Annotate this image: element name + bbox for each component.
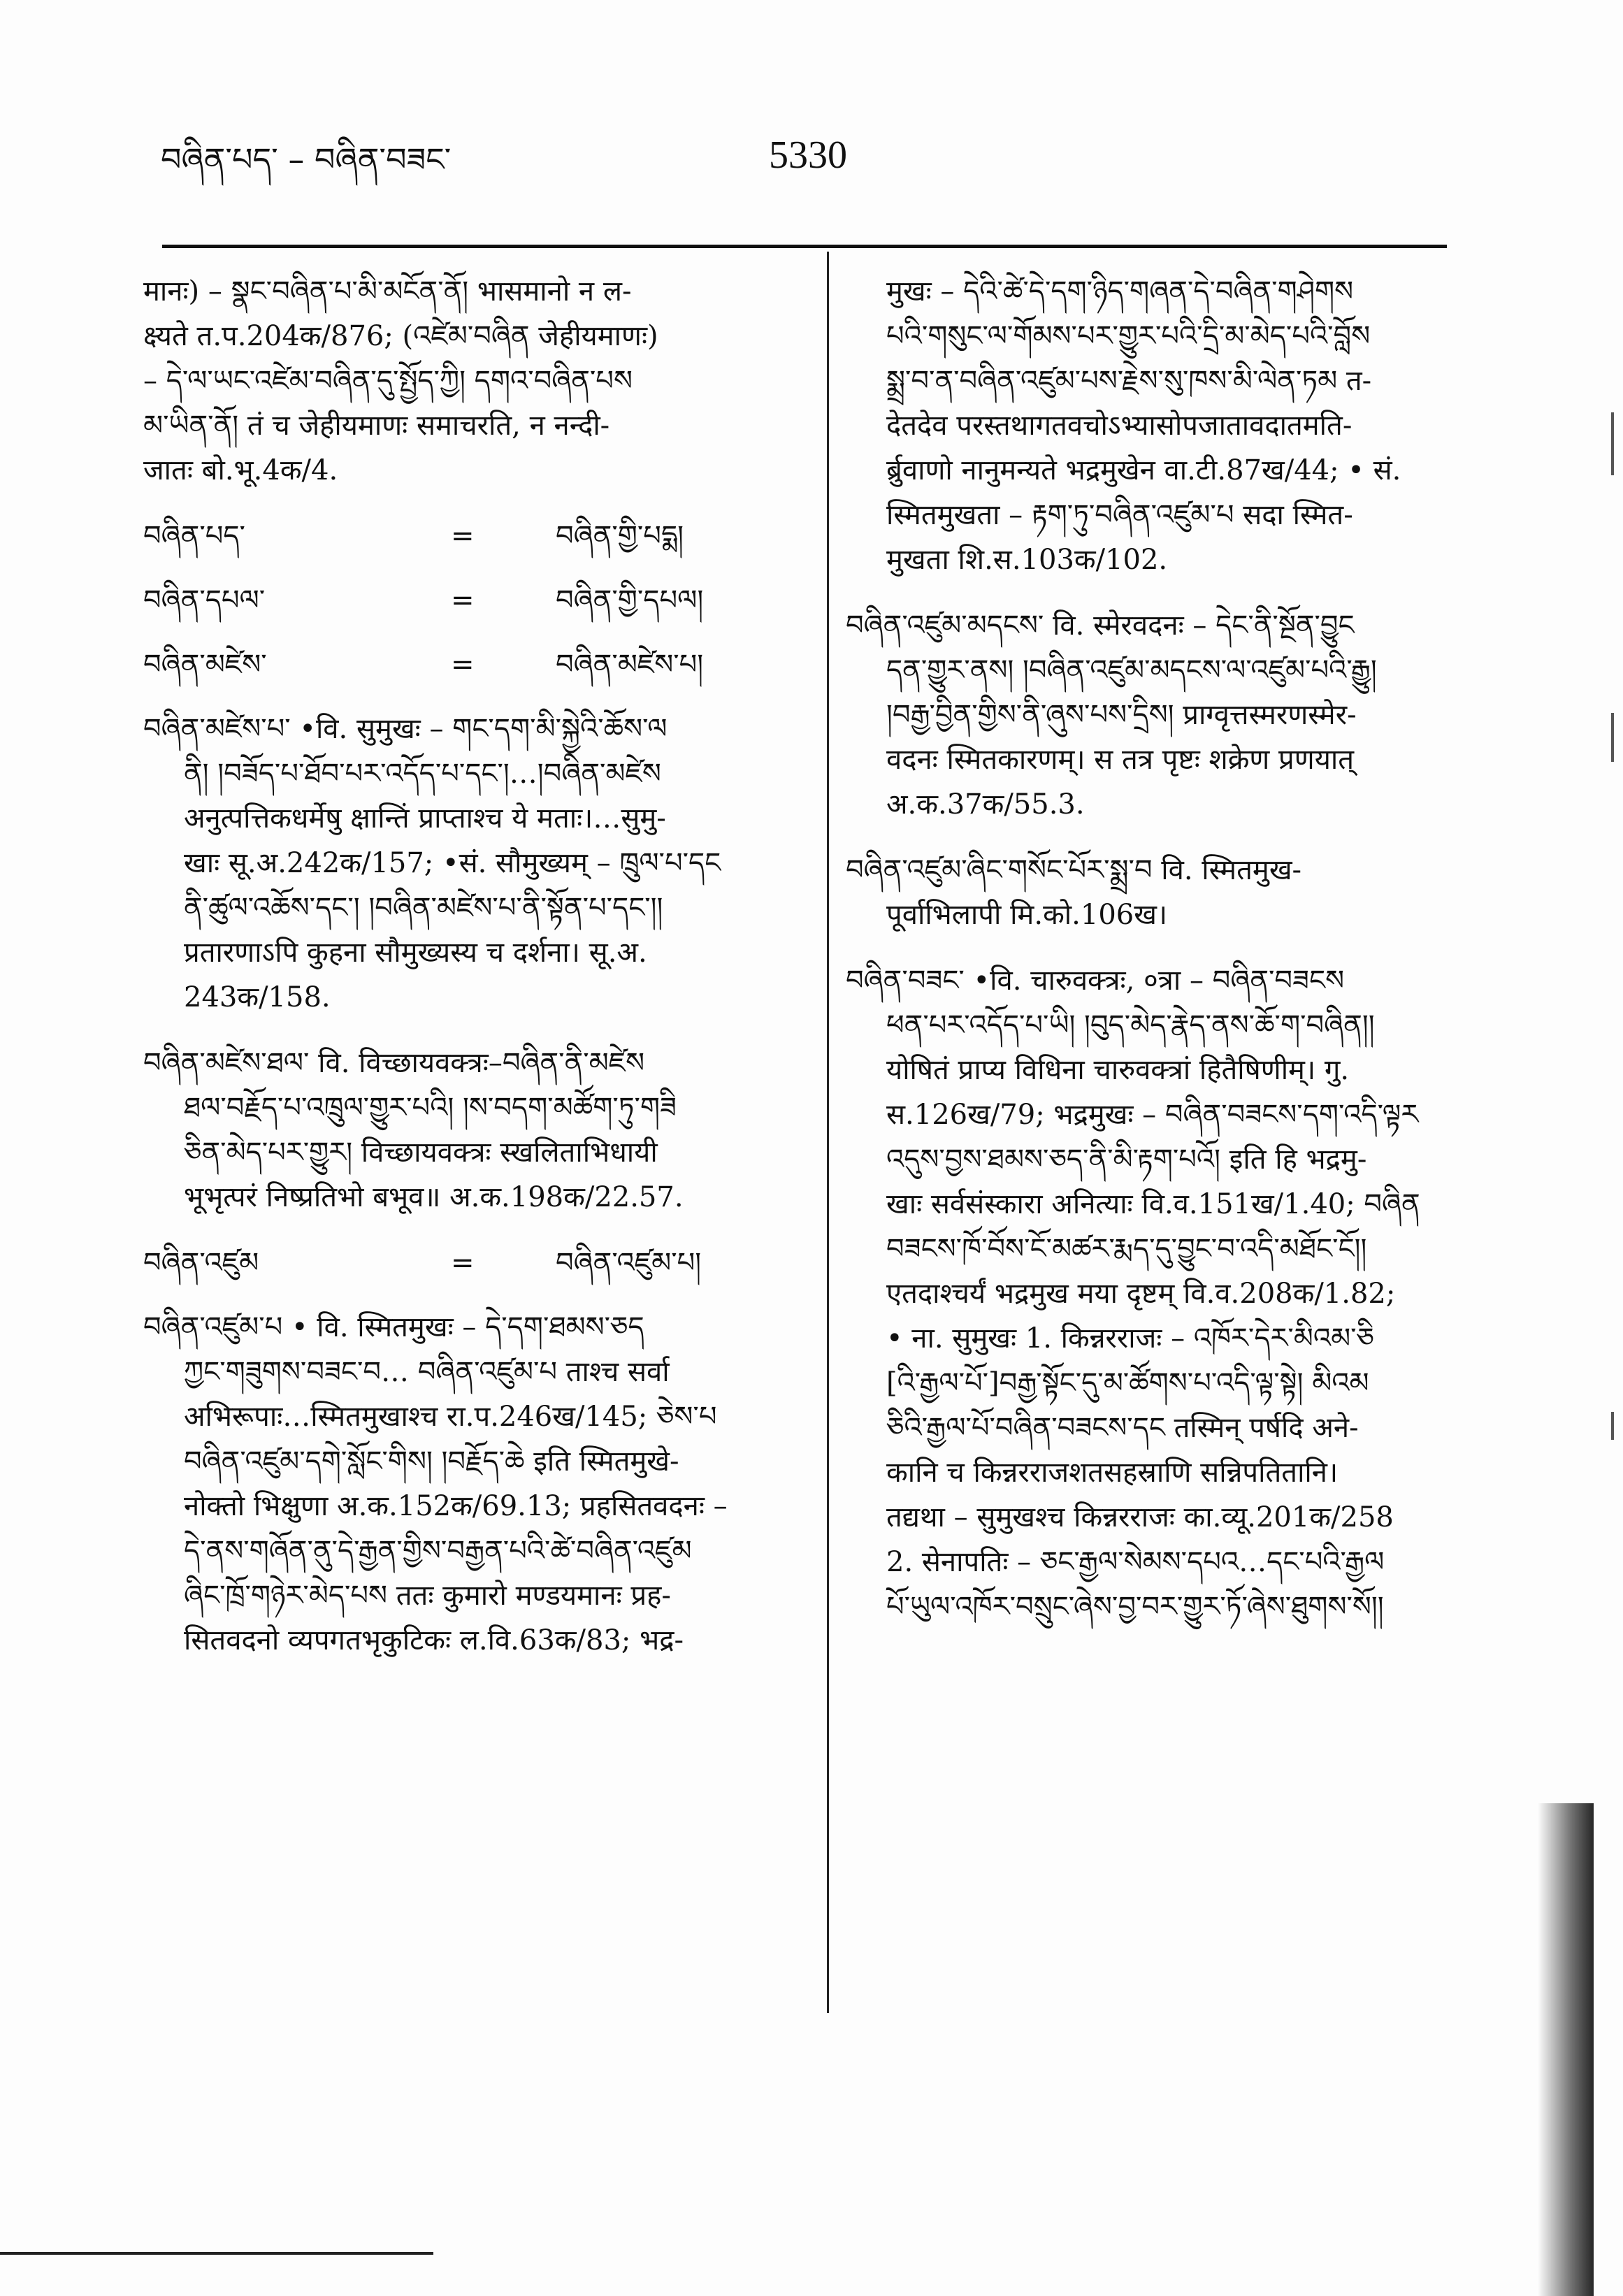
entry-line: འདུས་བྱས་ཐམས་ཅད་ནི་མི་རྟག་པའོ། इति हि भद्रमु- [886, 1143, 1367, 1176]
cross-reference [143, 1241, 807, 1285]
entry-line: अभिरूपाः…स्मितमुखाश्च रा.प.246ख/145; ཅེས་པ [184, 1401, 717, 1433]
entry-line: अनुत्पत्तिकधर्मेषु क्षान्तिं प्राप्ताश्च ये मताः।…सुमु- [184, 802, 666, 835]
entry-headline: བཞིན་མཛེས་པ་ •वि. सुमुखः – གང་དག་མི་སྐྱེའི་ཆོས་ལ [143, 713, 668, 745]
entry-line: वदनः स्मितकारणम्। स तत्र पृष्टः शक्रेण प्रणयात् [886, 744, 1355, 776]
column-divider [827, 252, 829, 2013]
entry-line: དེ་ནས་གཞོན་ནུ་དེ་རྒྱན་གྱིས་བརྒྱན་པའི་ཚེ་བཞིན་འཛུམ [184, 1535, 692, 1567]
entry-line: देतदेव परस्तथागतवचोऽभ्यासोपजातावदातमति- [886, 410, 1352, 442]
entry-bzhin-mdzes-thal [143, 1041, 807, 1220]
entry-line: मुखः – དེའི་ཚེ་དེ་དག་ཉིད་གཞན་དེ་བཞིན་གཤེགས [886, 275, 1354, 308]
entry-line: खाः सर्वसंस्कारा अनित्याः वि.व.151ख/1.40; བཞིན [886, 1188, 1420, 1220]
equals-sign: = [451, 649, 475, 681]
entry-line: 243क/158. [184, 981, 331, 1013]
entry-line: ཅིན་མེད་པར་གྱུར། विच्छायवक्त्रः स्खलिताभिधायी [184, 1136, 658, 1169]
entry-line: योषितं प्राप्य विधिना चारुवक्त्रां हितैषिणीम्। गु. [886, 1054, 1350, 1086]
entry-line: स्मितमुखता – རྟག་ཏུ་བཞིན་འཛུམ་པ सदा स्मित- [886, 499, 1353, 531]
entry-line: ཅིའི་རྒྱལ་པོ་བཞིན་བཟངས་དང तस्मिन् पर्षदि अने- [886, 1412, 1359, 1444]
entry-line: कानि च किन्नरराजशतसहस्राणि सन्निपतितानि। [886, 1457, 1339, 1489]
entry-line: ཞིང་ཁྲོ་གཉེར་མེད་པས ततः कुमारो मण्डयमानः प्रह- [184, 1580, 671, 1612]
entry-line: །བརྒྱ་བྱིན་གྱིས་ནི་ཞུས་པས་དྲིས། प्राग्वृत्तस्मरणस्मेर- [886, 699, 1357, 731]
entry-line: एतदाश्चर्यं भद्रमुख मया दृष्टम् वि.व.208क/1.82; [886, 1278, 1396, 1310]
entry-line: र्ब्रुवाणो नानुमन्यते भद्रमुखेन वा.टी.87ख/44; • सं. [886, 454, 1401, 486]
equals-sign: = [451, 520, 475, 552]
cross-reference [143, 578, 807, 623]
xref-headword: བཞིན་མཛེས་ [143, 649, 267, 681]
xref-target: བཞིན་མཛེས་པ། [556, 649, 704, 681]
entry-line: – དེ་ལ་ཡང་འཛེམ་བཞིན་དུ་སྤྱོད་ཀྱི། དགའ་བཞིན་པས [143, 365, 633, 397]
entry-line: ཕན་པར་འདོད་པ་ཡི། །བུད་མེད་རྣེད་ནས་ཆོ་ག་བཞིན།། [886, 1009, 1375, 1041]
entry-continuation [143, 269, 807, 493]
xref-headword: བཞིན་པད་ [143, 520, 245, 552]
cross-reference [143, 514, 807, 558]
xref-target: བཞིན་འཛུམ་པ། [556, 1247, 702, 1279]
entry-line: जातः बो.भू.4क/4. [143, 454, 338, 486]
entry-bzhin-dzum-pa [143, 1305, 807, 1663]
entry-line: པོ་ཡུལ་འཁོར་བསྲུང་ཞེས་བྱ་བར་གྱུར་ཏོ་ཞེས་ཐུགས་སོ།། [886, 1591, 1384, 1623]
left-column [143, 269, 807, 1684]
entry-line: ནི། །བཟོད་པ་ཐོབ་པར་འདོད་པ་དང་།…།བཞིན་མཛེས [184, 758, 661, 790]
entry-line: स.126ख/79; भद्रमुखः – བཞིན་བཟངས་དག་འདི་ལྟར [886, 1099, 1419, 1131]
entry-line: པའི་གསུང་ལ་གོམས་པར་གྱུར་པའི་དྲི་མ་མེད་པའི་བློས [886, 320, 1371, 352]
scan-edge-shadow [1538, 1803, 1594, 2296]
xref-headword: བཞིན་དཔལ་ [143, 584, 266, 616]
entry-continuation [846, 269, 1454, 582]
entry-line: अ.क.37क/55.3. [886, 788, 1085, 821]
entry-line: ཀྱང་གཟུགས་བཟང་བ… བཞིན་འཛུམ་པ ताश्च सर्वा [184, 1356, 670, 1388]
entry-line: तद्यथा – सुमुखश्च किन्नरराजः का.व्यू.201क/258 [886, 1501, 1394, 1533]
entry-headline: བཞིན་འཛུམ་པ • वि. स्मितमुखः – དེ་དག་ཐམས་ཅད [143, 1311, 644, 1343]
entry-line: ཐལ་བརྗོད་པ་འཁྲུལ་གྱུར་པའི། །ས་བདག་མཚོག་ཏུ་གཟི [184, 1092, 677, 1124]
entry-line: प्रतारणाऽपि कुहना सौमुख्यस्य च दर्शना। सू.अ. [184, 937, 647, 969]
entry-bzhin-bzang [846, 958, 1454, 1629]
scan-edge-mark [1611, 713, 1614, 762]
entry-line: བཞིན་འཛུམ་དགེ་སློང་གིས། །བརྗོད་ཆེ इति स्मितमुखे- [184, 1445, 679, 1478]
entry-line: खाः सू.अ.242क/157; •सं. सौमुख्यम् – ཁྲུལ་པ་དང [184, 847, 721, 879]
scan-edge-mark [1611, 412, 1614, 475]
entry-headline: བཞིན་འཛུམ་མདངས་ वि. स्मेरवदनः – དེང་ནི་སྔོན་བྱུང [846, 609, 1355, 642]
scan-edge-line [0, 2252, 433, 2255]
header-rule [162, 245, 1447, 248]
equals-sign: = [451, 584, 475, 616]
entry-headline: བཞིན་མཛེས་ཐལ་ वि. विच्छायवक्त्रः–བཞིན་ནི་མཛེས [143, 1047, 645, 1079]
xref-target: བཞིན་གྱི་དཔལ། [556, 584, 704, 616]
entry-headline: བཞིན་བཟང་ •वि. चारुवक्त्रः, ०त्रा – བཞིན་བཟངས [846, 965, 1345, 997]
equals-sign: = [451, 1247, 475, 1279]
entry-line: [འི་རྒྱལ་པོ་]བརྒྱ་སྟོང་དུ་མ་ཚོགས་པ་འདི་ལྟ་སྟེ། མིའམ [886, 1367, 1369, 1399]
cross-reference [143, 642, 807, 687]
entry-line: སྨྲ་བ་ན་བཞིན་འཛུམ་པས་རྗེས་སུ་ཁས་མི་ལེན་ཏམ त- [886, 365, 1372, 397]
xref-target: བཞིན་གྱི་པདྨ། [556, 520, 684, 552]
entry-line: सितवदनो व्यपगतभृकुटिकः ल.वि.63क/83; भद्र- [184, 1624, 684, 1656]
entry-line: 2. सेनापतिः – ཅང་རྒྱལ་སེམས་དཔའ…དང་པའི་རྒྱལ [886, 1546, 1385, 1578]
entry-line: • ना. सुमुखः 1. किन्नरराजः – འཁོར་དེར་མིའམ་ཅི [886, 1322, 1375, 1355]
entry-line: མ་ཡིན་ནོ། तं च जेहीयमाणः समाचरति, न नन्दी- [143, 410, 610, 442]
page-number: 5330 [769, 133, 847, 177]
entry-bzhin-dzum-zhing [846, 848, 1454, 937]
entry-bzhin-dzum-mdangs [846, 603, 1454, 827]
entry-line: བཟངས་ཁོ་བོས་ངོ་མཚར་རྨད་དུ་བྱུང་བ་འདི་མཐོང་ངོ།། [886, 1233, 1367, 1265]
entry-bzhin-mdzes-pa [143, 707, 807, 1020]
running-head: བཞིན་པད་ – བཞིན་བཟང་ [161, 140, 452, 178]
entry-headline: བཞིན་འཛུམ་ཞིང་གསོང་པོར་སྨྲ་བ वि. स्मितमुख- [846, 854, 1302, 886]
entry-line: मानः) – སྣང་བཞིན་པ་མི་མངོན་ནོ། भासमानो न ल- [143, 275, 632, 308]
entry-line: मुखता शि.स.103क/102. [886, 544, 1168, 576]
scan-edge-mark [1611, 1412, 1614, 1440]
entry-line: नोक्तो भिक्षुणा अ.क.152क/69.13; प्रहसितवदनः – [184, 1490, 728, 1522]
entry-line: भूभृत्परं निष्प्रतिभो बभूव॥ अ.क.198क/22.57. [184, 1181, 684, 1213]
entry-line: पूर्वाभिलापी मि.को.106ख। [886, 899, 1168, 931]
entry-line: དན་གྱུར་ནས། །བཞིན་འཛུམ་མདངས་ལ་འཛུམ་པའི་རྒྱུ། [886, 654, 1377, 686]
right-column [846, 269, 1454, 1650]
entry-line: क्ष्यते त.प.204क/876; (འཛེམ་བཞིན जेहीयमाणः) [143, 320, 658, 352]
entry-line: ནི་ཚུལ་འཆོས་དང་། །བཞིན་མཛེས་པ་ནི་སྟོན་པ་དང་།། [184, 892, 663, 924]
xref-headword: བཞིན་འཛུམ [143, 1247, 259, 1279]
